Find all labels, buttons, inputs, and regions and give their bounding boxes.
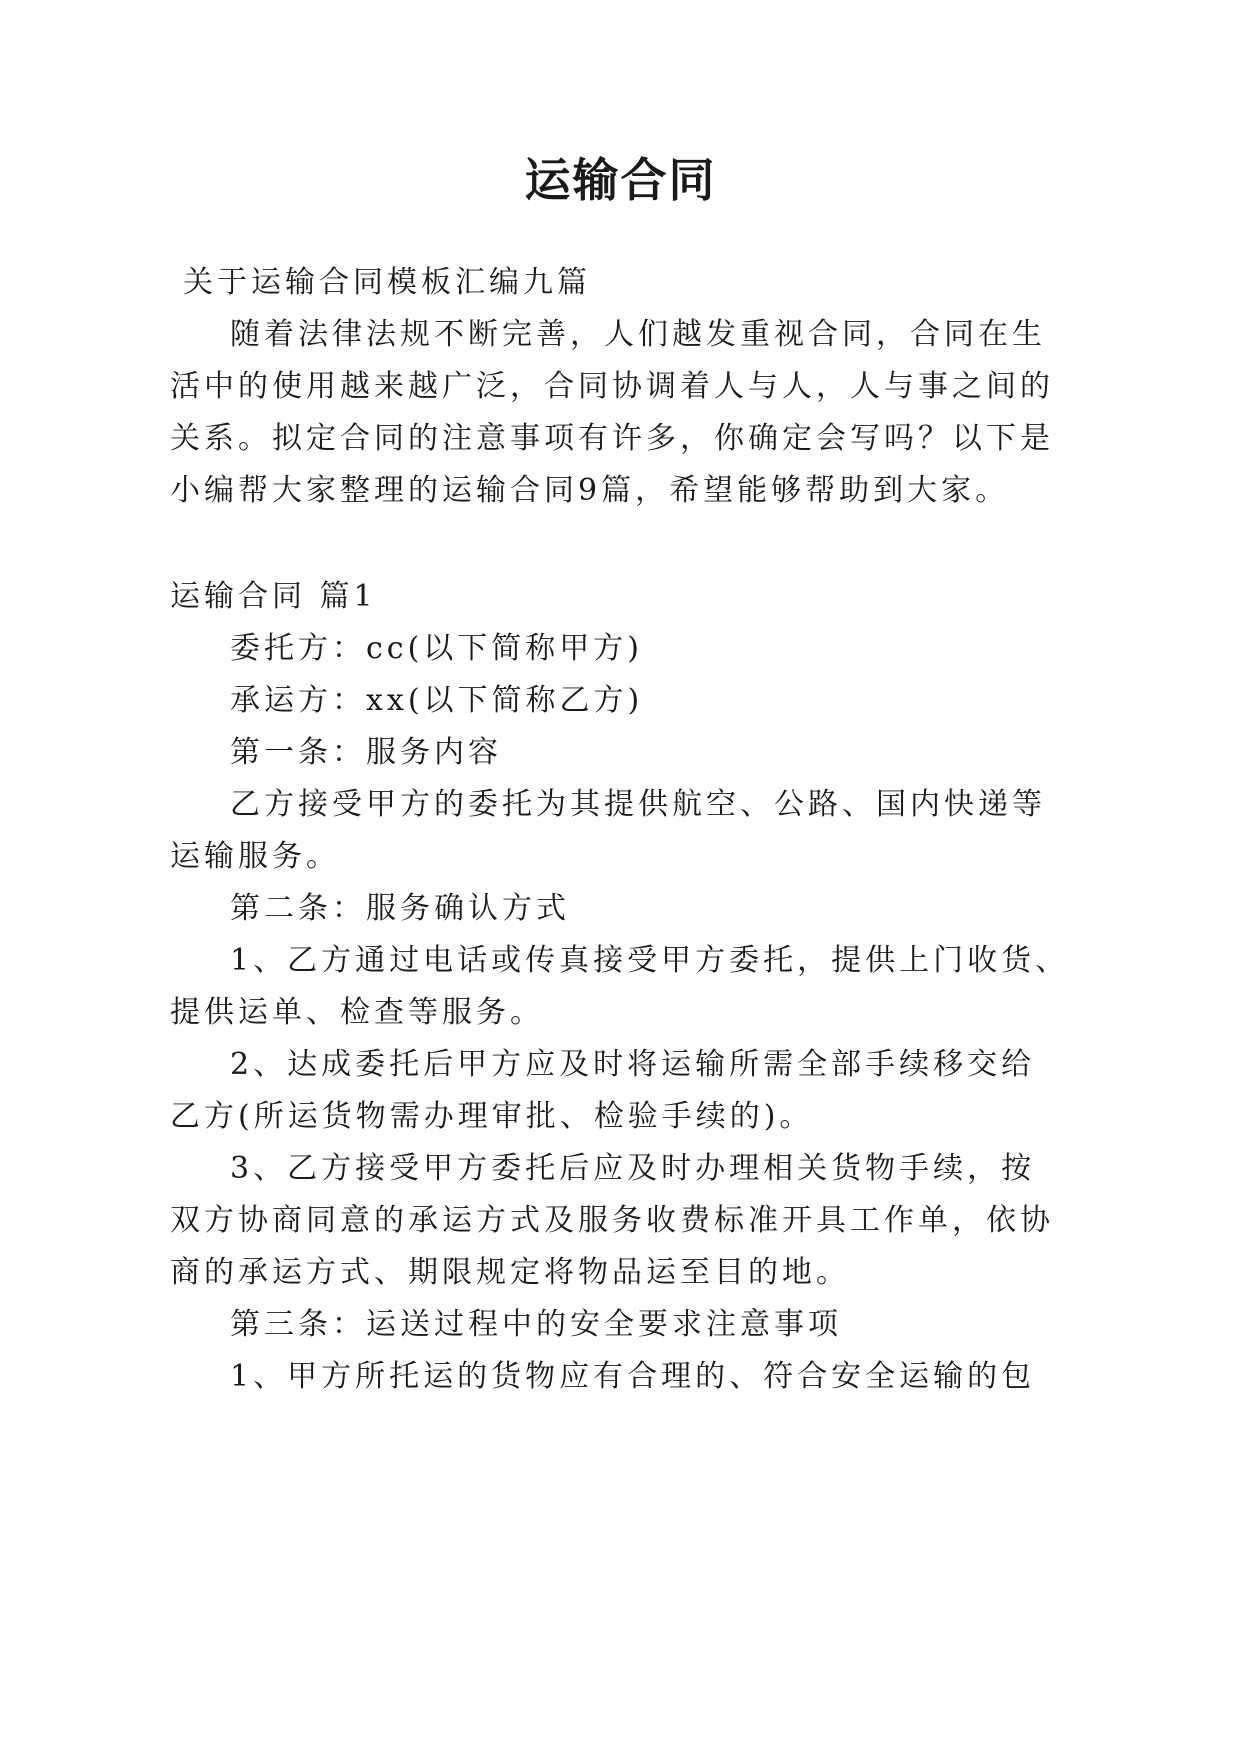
clause-line: 委托方：cc(以下简称甲方) bbox=[230, 631, 644, 666]
clause-line: 乙方接受甲方的委托为其提供航空、公路、国内快递等 bbox=[230, 787, 1046, 822]
clause-line: 双方协商同意的承运方式及服务收费标准开具工作单，依协 bbox=[170, 1203, 1054, 1238]
intro-line: 关系。拟定合同的注意事项有许多，你确定会写吗？以下是 bbox=[170, 421, 1054, 456]
clause-line: 提供运单、检查等服务。 bbox=[170, 995, 544, 1030]
document-title: 运输合同 bbox=[524, 153, 717, 207]
article-heading: 第一条：服务内容 bbox=[230, 735, 502, 770]
clause-line: 承运方：xx(以下简称乙方) bbox=[230, 683, 644, 718]
intro-line: 随着法律法规不断完善，人们越发重视合同，合同在生 bbox=[230, 317, 1046, 352]
intro-line: 活中的使用越来越广泛，合同协调着人与人，人与事之间的 bbox=[170, 369, 1054, 404]
clause-line: 3、乙方接受甲方委托后应及时办理相关货物手续，按 bbox=[230, 1151, 1036, 1186]
clause-line: 2、达成委托后甲方应及时将运输所需全部手续移交给 bbox=[230, 1047, 1036, 1082]
intro-line: 小编帮大家整理的运输合同9篇，希望能够帮助到大家。 bbox=[170, 473, 1010, 508]
clause-line: 1、乙方通过电话或传真接受甲方委托，提供上门收货、 bbox=[230, 943, 1070, 978]
document-subtitle: 关于运输合同模板汇编九篇 bbox=[183, 265, 591, 300]
section-heading: 运输合同 篇1 bbox=[170, 579, 377, 614]
article-heading: 第二条：服务确认方式 bbox=[230, 891, 570, 926]
article-heading: 第三条：运送过程中的安全要求注意事项 bbox=[230, 1307, 842, 1342]
clause-line: 商的承运方式、期限规定将物品运至目的地。 bbox=[170, 1255, 850, 1290]
clause-line: 运输服务。 bbox=[170, 839, 340, 874]
clause-line: 1、甲方所托运的货物应有合理的、符合安全运输的包 bbox=[230, 1359, 1036, 1394]
clause-line: 乙方(所运货物需办理审批、检验手续的)。 bbox=[170, 1099, 814, 1134]
